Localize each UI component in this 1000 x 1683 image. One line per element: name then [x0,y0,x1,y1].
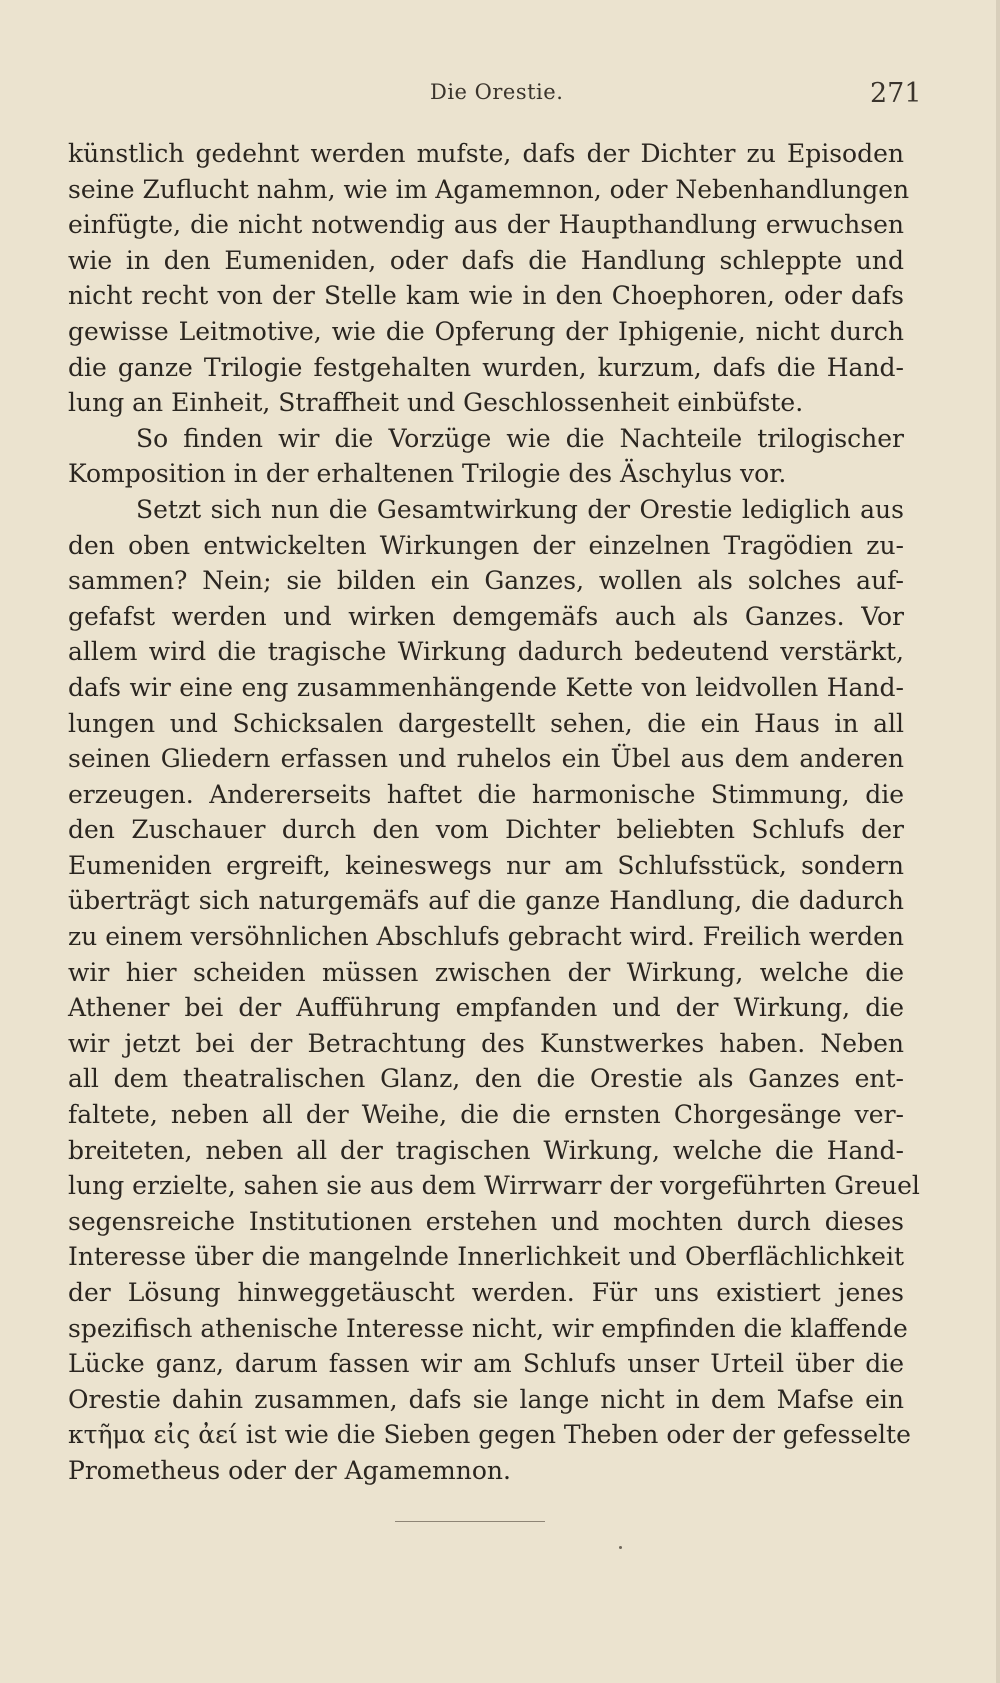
text-line: der Lösung hinweggetäuscht werden. Für uns existiert jenes [68,1278,904,1307]
page-edge [996,0,1000,1683]
text-line: lungen und Schicksalen dargestellt sehen, die ein Haus in all [68,708,904,738]
text-line: nicht recht von der Stelle kam wie in den Choephoren, oder dafs [68,281,904,311]
text-line: faltete, neben all der Weihe, die die ernsten Chorgesänge ver- [68,1100,904,1130]
text-line: Eumeniden ergreift, keineswegs nur am Schlufsstück, sondern [68,850,904,880]
text-line: lung erzielte, sahen sie aus dem Wirrwarr der vorgeführten Greuel [68,1171,920,1201]
print-speck [619,1546,622,1549]
text-line: allem wird die tragische Wirkung dadurch bedeutend verstärkt, [68,637,904,667]
body-text [68,136,920,1489]
text-line: spezifisch athenische Interesse nicht, wir empfinden die klaffende [68,1313,908,1343]
text-line: breiteten, neben all der tragischen Wirkung, welche die Hand- [68,1135,904,1165]
text-line: erzeugen. Andererseits haftet die harmonische Stimmung, die [68,779,904,809]
text-line: den oben entwickelten Wirkungen der einzelnen Tragödien zu- [68,530,904,560]
text-line: Orestie dahin zusammen, dafs sie lange nicht in dem Mafse ein [68,1384,904,1414]
text-line: Komposition in der erhaltenen Trilogie des Äschylus vor. [68,459,787,489]
closing-rule [395,1521,545,1522]
text-line: dafs wir eine eng zusammenhängende Kette von leidvollen Hand- [68,672,904,702]
text-line: gewisse Leitmotive, wie die Opferung der Iphigenie, nicht durch [68,316,904,346]
text-line: κτῆμα εἰς ἀεί ist wie die Sieben gegen Theben oder der gefesselte [68,1420,911,1450]
text-line: gefafst werden und wirken demgemäfs auch als Ganzes. Vor [68,601,904,631]
text-line: Setzt sich nun die Gesamtwirkung der Orestie lediglich aus [136,494,904,524]
page-number: 271 [870,78,922,109]
text-line: So finden wir die Vorzüge wie die Nachteile trilogischer [136,423,904,453]
text-line: überträgt sich naturgemäfs auf die ganze Handlung, die dadurch [68,886,904,916]
running-head [0,80,1000,110]
text-line: Athener bei der Aufführung empfanden und der Wirkung, die [68,993,904,1023]
text-line: die ganze Trilogie festgehalten wurden, kurzum, dafs die Hand- [68,352,904,382]
text-line: den Zuschauer durch den vom Dichter beliebten Schlufs der [68,815,904,845]
text-line: künstlich gedehnt werden mufste, dafs der Dichter zu Episoden [68,139,904,168]
text-line: Interesse über die mangelnde Innerlichkeit und Oberflächlichkeit [68,1242,904,1272]
text-line: seinen Gliedern erfassen und ruhelos ein Übel aus dem anderen [68,744,904,774]
text-line: wir jetzt bei der Betrachtung des Kunstwerkes haben. Neben [68,1028,904,1058]
text-line: Lücke ganz, darum fassen wir am Schlufs unser Urteil über die [68,1349,904,1379]
text-line: lung an Einheit, Straffheit und Geschlossenheit einbüfste. [68,388,804,418]
text-line: sammen? Nein; sie bilden ein Ganzes, wollen als solches auf- [68,566,904,596]
text-line: Prometheus oder der Agamemnon. [68,1455,511,1485]
text-line: segensreiche Institutionen erstehen und mochten durch dieses [68,1206,904,1236]
text-line: seine Zuflucht nahm, wie im Agamemnon, oder Nebenhandlungen [68,174,910,204]
text-line: einfügte, die nicht notwendig aus der Haupthandlung erwuchsen [68,210,904,240]
text-line: zu einem versöhnlichen Abschlufs gebracht wird. Freilich werden [68,922,904,952]
text-line: wie in den Eumeniden, oder dafs die Handlung schleppte und [68,245,904,275]
text-line: all dem theatralischen Glanz, den die Orestie als Ganzes ent- [68,1064,904,1094]
text-line: wir hier scheiden müssen zwischen der Wirkung, welche die [68,957,904,987]
running-title: Die Orestie. [430,80,564,104]
